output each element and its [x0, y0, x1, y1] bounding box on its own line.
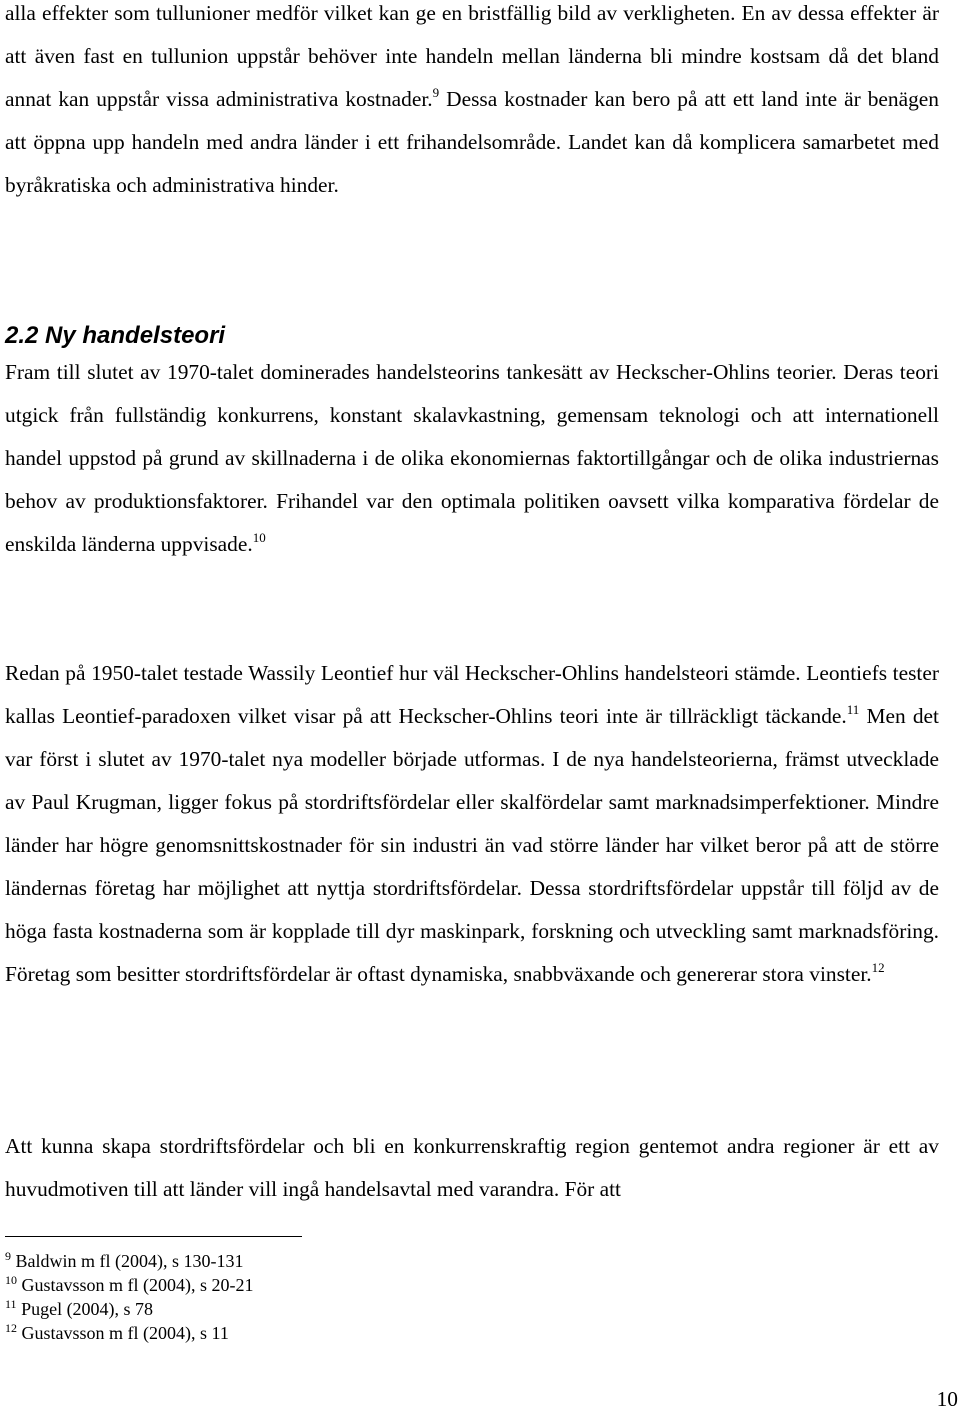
paragraph-text: Dessa kostnader kan bero på att ett land inte är benägen att öppna upp handeln med andra länder i ett frihandelsområde. Landet kan då komplicera samarbetet med byråkratiska och administrativa hinder.	[5, 87, 939, 197]
footnote-text: Baldwin m fl (2004), s 130-131	[11, 1251, 244, 1271]
body-paragraph-2	[5, 351, 939, 566]
footnote-text: Pugel (2004), s 78	[16, 1299, 154, 1319]
footnote-list	[5, 1249, 605, 1345]
footnote-number: 11	[5, 1297, 17, 1311]
footnote-reference-11[interactable]: 11	[846, 702, 860, 717]
footnote-divider	[5, 1236, 302, 1237]
footnote-item	[5, 1321, 605, 1345]
paragraph-text: Redan på 1950-talet testade Wassily Leontief hur väl Heckscher-Ohlins handelsteori stämde. Leontiefs tester kallas Leontief-paradoxen vilket visar på att Heckscher-Ohlins teori inte är tillräckligt täckande.	[5, 661, 939, 728]
section-heading: 2.2 Ny handelsteori	[5, 322, 226, 349]
footnote-number: 10	[5, 1273, 17, 1287]
body-paragraph-3	[5, 652, 939, 996]
footnote-item	[5, 1249, 605, 1273]
paragraph-text: Att kunna skapa stordriftsfördelar och bli en konkurrenskraftig region gentemot andra regioner är ett av huvudmotiven till att länder vill ingå handelsavtal med varandra. För att	[5, 1134, 939, 1201]
paragraph-text: Fram till slutet av 1970-talet dominerades handelsteorins tankesätt av Heckscher-Ohlins teorier. Deras teori utgick från fullständig konkurrens, konstant skalavkastning, gemensam teknologi och att internationell handel uppstod på grund av skillnaderna i de olika ekonomiernas faktortillgångar och de olika industriernas behov av produktionsfaktorer. Frihandel var den optimala politiken oavsett vilka komparativa fördelar de enskilda länderna uppvisade.	[5, 360, 939, 556]
footnote-reference-9[interactable]: 9	[432, 85, 440, 100]
footnote-number: 12	[5, 1321, 17, 1335]
footnote-item	[5, 1297, 605, 1321]
body-paragraph-4	[5, 1125, 939, 1211]
paragraph-text: Men det var först i slutet av 1970-talet nya modeller började utformas. I de nya handelsteorierna, främst utvecklade av Paul Krugman, ligger fokus på stordriftsfördelar eller skalfördelar samt marknadsimperfektioner. Mindre länder har högre genomsnittskostnader för sin industri än vad större länder har vilket beror på att de större ländernas företag har möjlighet att nyttja stordriftsfördelar. Dessa stordriftsfördelar uppstår till följd av de höga fasta kostnaderna som är kopplade till dyr maskinpark, forskning och utveckling samt marknadsföring. Företag som besitter stordriftsfördelar är oftast dynamiska, snabbväxande och genererar stora vinster.	[5, 704, 939, 986]
footnote-reference-12[interactable]: 12	[871, 960, 885, 975]
footnote-reference-10[interactable]: 10	[252, 530, 266, 545]
paragraph-text: alla effekter som tullunioner medför vilket kan ge en bristfällig bild av verkligheten. En av dessa effekter är att även fast en tullunion uppstår behöver inte handeln mellan länderna bli mindre kostsam då det bland annat kan uppstår vissa administrativa kostnader.	[5, 1, 939, 111]
body-paragraph-1	[5, 0, 939, 207]
footnote-text: Gustavsson m fl (2004), s 11	[17, 1323, 229, 1343]
page-number: 10	[936, 1387, 958, 1411]
footnote-text: Gustavsson m fl (2004), s 20-21	[17, 1275, 254, 1295]
footnote-item	[5, 1273, 605, 1297]
footnote-number: 9	[5, 1249, 11, 1263]
